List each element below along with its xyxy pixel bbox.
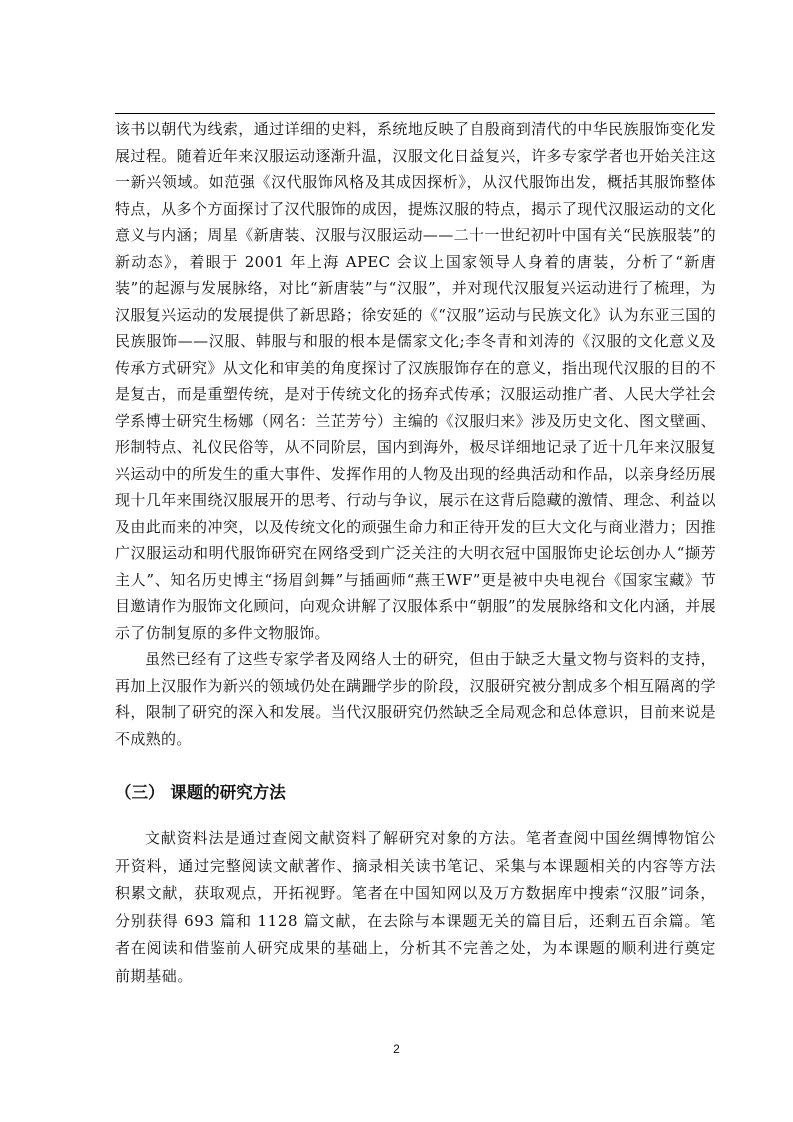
section-heading: （三） 课题的研究方法 [115, 783, 286, 802]
methods-paragraph: 文献资料法是通过查阅文献资料了解研究对象的方法。笔者查阅中国丝绸博物馆公开资料，通过完整阅读文献著作、摘录相关读书笔记、采集与本课题相关的内容等方法积累文献，获取观点，开拓视野。笔者在中国知网以及万方数据库中搜索“汉服”词条，分别获得 693 篇和 1128 篇文献，在去除与本课题无关的篇目后，还剩五百余篇。笔者在阅读和借鉴前人研究成果的基础上，分析其不完善之处，为本课题的顺利进行奠定前期基础。 [115, 829, 716, 985]
review-paragraph-1: 该书以朝代为线索，通过详细的史料，系统地反映了自殷商到清代的中华民族服饰变化发展过程。随着近年来汉服运动逐渐升温，汉服文化日益复兴，许多专家学者也开始关注这一新兴领域。如范强《汉代服饰风格及其成因探析》，从汉代服饰出发，概括其服饰整体特点，从多个方面探讨了汉代服饰的成因，提炼汉服的特点，揭示了现代汉服运动的文化意义与内涵；周星《新唐装、汉服与汉服运动——二十一世纪初叶中国有关“民族服装”的新动态》，着眼于 2001 年上海 APEC 会议上国家领导人身着的唐装，分析了“新唐装”的起源与发展脉络，对比“新唐装”与“汉服”，并对现代汉服复兴运动进行了梳理，为汉服复兴运动的发展提供了新思路；徐安延的《“汉服”运动与民族文化》认为东亚三国的民族服饰——汉服、韩服与和服的根本是儒家文化;李冬青和刘涛的《汉服的文化意义及传承方式研究》从文化和审美的角度探讨了汉族服饰存在的意义，指出现代汉服的目的不是复古，而是重塑传统，是对于传统文化的扬弃式传承；汉服运动推广者、人民大学社会学系博士研究生杨娜（网名：兰芷芳兮）主编的《汉服归来》涉及历史文化、图文壁画、形制特点、礼仪民俗等，从不同阶层，国内到海外，极尽详细地记录了近十几年来汉服复兴运动中的所发生的重大事件、发挥作用的人物及出现的经典活动和作品，以亲身经历展现十几年来围绕汉服展开的思考、行动与争议，展示在这背后隐藏的激情、理念、利益以及由此而来的冲突，以及传统文化的顽强生命力和正待开发的巨大文化与商业潜力；因推广汉服运动和明代服饰研究在网络受到广泛关注的大明衣冠中国服饰史论坛创办人“撷芳主人”、知名历史博主“扬眉剑舞”与插画师“燕王WF”更是被中央电视台《国家宝藏》节目邀请作为服饰文化顾问，向观众讲解了汉服体系中“朝服”的发展脉络和文化内涵，并展示了仿制复原的多件文物服饰。 [115, 120, 716, 642]
header-rule [115, 113, 715, 114]
methods-section [115, 825, 716, 991]
page-number: 2 [393, 1042, 400, 1056]
literature-review-text [115, 116, 716, 752]
review-paragraph-2: 虽然已经有了这些专家学者及网络人士的研究，但由于缺乏大量文物与资料的支持，再加上汉服作为新兴的领域仍处在蹒跚学步的阶段，汉服研究被分割成多个相互隔离的学科，限制了研究的深入和发展。当代汉服研究仍然缺乏全局观念和总体意识，目前来说是不成熟的。 [115, 650, 716, 748]
